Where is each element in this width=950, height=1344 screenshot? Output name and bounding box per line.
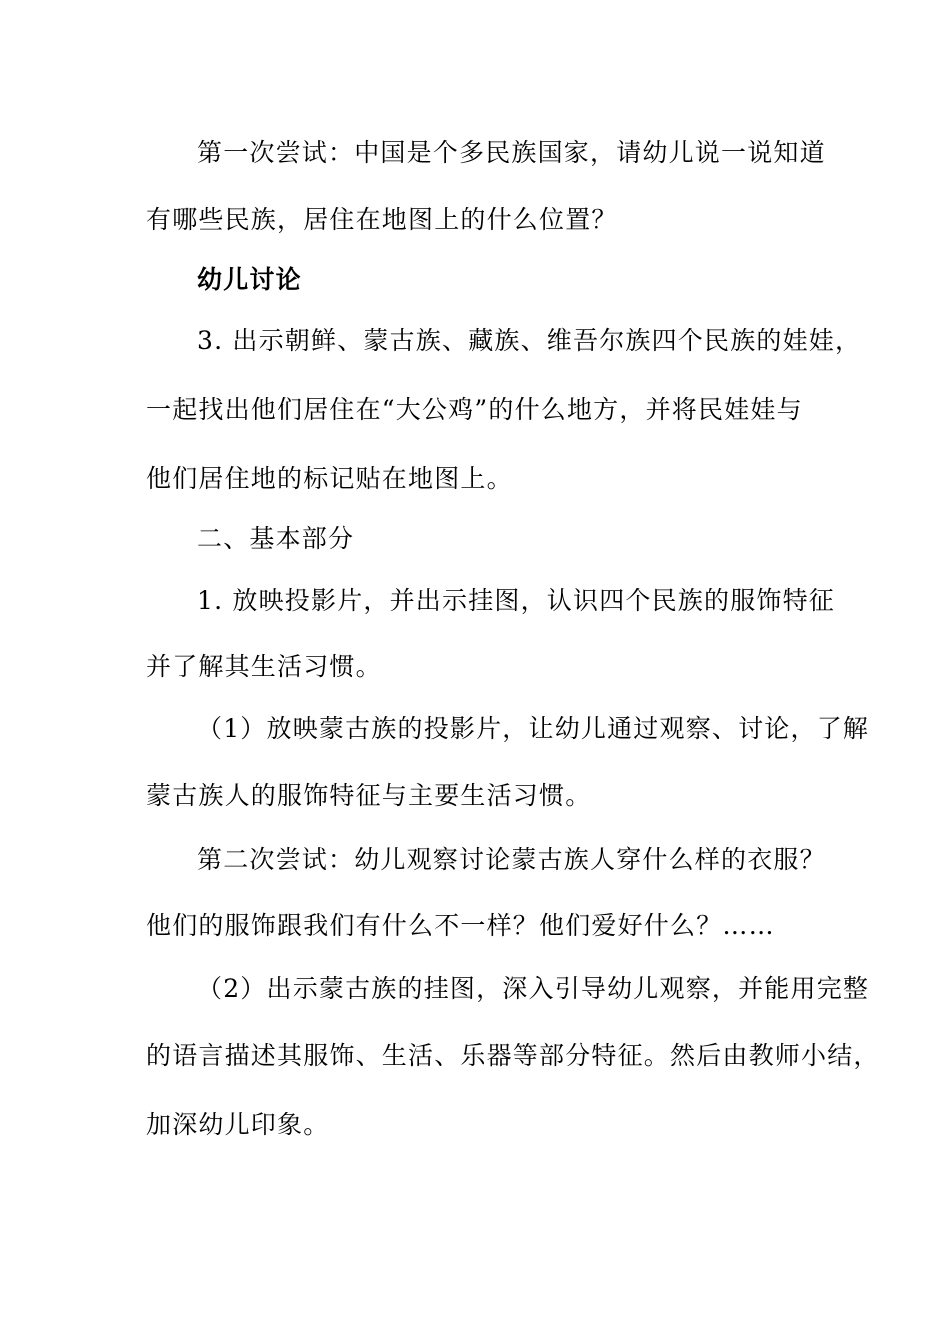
paragraph-sub-1-line-1: （1）放映蒙古族的投影片，让幼儿通过观察、讨论，了解 — [197, 714, 870, 743]
paragraph-sub-2-line-3: 加深幼儿印象。 — [146, 1110, 330, 1139]
paragraph-first-attempt-line-2: 有哪些民族，居住在地图上的什么位置？ — [146, 205, 618, 234]
paragraph-step-3-line-2: 一起找出他们居住在“大公鸡”的什么地方，并将民娃娃与 — [146, 395, 803, 424]
paragraph-step-3-line-3: 他们居住地的标记贴在地图上。 — [146, 464, 513, 493]
paragraph-step-1-line-1: 1. 放映投影片，并出示挂图，认识四个民族的服饰特征 — [197, 586, 836, 615]
paragraph-sub-1-line-2: 蒙古族人的服饰特征与主要生活习惯。 — [146, 781, 592, 810]
paragraph-second-attempt-line-2: 他们的服饰跟我们有什么不一样？他们爱好什么？…… — [146, 911, 775, 940]
paragraph-step-1-line-2: 并了解其生活习惯。 — [146, 652, 382, 681]
paragraph-second-attempt-line-1: 第二次尝试：幼儿观察讨论蒙古族人穿什么样的衣服？ — [197, 845, 826, 874]
paragraph-step-3-line-1: 3. 出示朝鲜、蒙古族、藏族、维吾尔族四个民族的娃娃， — [197, 326, 862, 355]
heading-children-discussion: 幼儿讨论 — [197, 265, 302, 294]
section-heading-basic-part: 二、基本部分 — [197, 524, 355, 553]
paragraph-first-attempt-line-1: 第一次尝试：中国是个多民族国家，请幼儿说一说知道 — [197, 138, 826, 167]
paragraph-sub-2-line-2: 的语言描述其服饰、生活、乐器等部分特征。然后由教师小结， — [146, 1041, 880, 1070]
paragraph-sub-2-line-1: （2）出示蒙古族的挂图，深入引导幼儿观察，并能用完整 — [197, 974, 870, 1003]
